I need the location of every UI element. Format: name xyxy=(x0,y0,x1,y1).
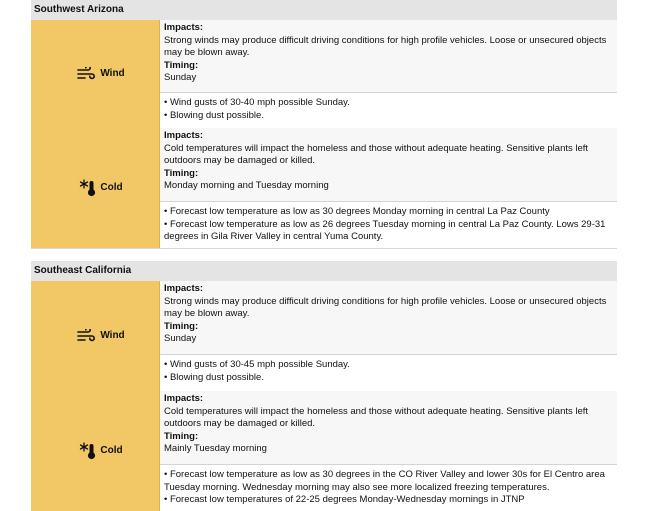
hazard-details xyxy=(160,20,617,128)
forecast-bullets xyxy=(160,465,617,510)
impacts-timing-block xyxy=(160,281,617,355)
bullet-item: • Forecast low temperature as low as 30 degrees in the CO River Valley and lower 30s for El Centro area Tuesday morning. Wednesday morning may also see more localized freezing temperatures. xyxy=(164,469,605,493)
hazard-details xyxy=(160,128,617,248)
forecast-bullets xyxy=(160,355,617,387)
hazard-label xyxy=(67,179,122,197)
impacts-label: Impacts: xyxy=(164,130,204,141)
impacts-timing-block xyxy=(160,391,617,465)
timing-label: Timing: xyxy=(164,320,199,332)
hazard-label xyxy=(65,67,124,81)
impacts-text: Cold temperatures will impact the homeless and those without adequate heating. Sensitive plants left outdoors may be damaged or killed. xyxy=(164,405,589,429)
impacts-label: Impacts: xyxy=(164,393,204,404)
bullet-item: • Forecast low temperature as low as 30 degrees Monday morning in central La Paz County xyxy=(164,206,550,217)
wind-icon xyxy=(77,67,97,81)
forecast-bullets xyxy=(160,93,617,125)
timing-label: Timing: xyxy=(164,59,199,71)
hazard-icon-cell xyxy=(31,128,160,248)
hazard-icon-cell xyxy=(31,20,160,128)
hazard-icon-cell xyxy=(31,281,160,391)
impacts-label: Impacts: xyxy=(164,283,204,294)
impacts-timing-block xyxy=(160,128,617,202)
bullet-item: • Wind gusts of 30-45 mph possible Sunday. xyxy=(164,359,350,370)
hazard-name: Wind xyxy=(100,67,125,79)
hazard-row-wind xyxy=(31,281,617,392)
impacts-text: Strong winds may produce difficult driving conditions for high profile vehicles. Loose or unsecured objects may be blown away. xyxy=(164,34,607,58)
bullet-item: • Wind gusts of 30-40 mph possible Sunday. xyxy=(164,97,350,108)
hazard-name: Cold xyxy=(100,181,123,193)
bullet-item: • Blowing dust possible. xyxy=(164,371,264,383)
timing-label: Timing: xyxy=(164,167,199,179)
hazard-name: Wind xyxy=(100,329,125,341)
hazard-label xyxy=(65,329,124,343)
bullet-item: • Blowing dust possible. xyxy=(164,109,264,121)
timing-text: Sunday xyxy=(164,72,197,83)
timing-label: Timing: xyxy=(164,430,199,442)
forecast-bullets xyxy=(160,202,617,247)
hazard-name: Cold xyxy=(100,444,123,456)
timing-text: Monday morning and Tuesday morning xyxy=(164,180,329,191)
hazard-row-cold xyxy=(31,128,617,249)
impacts-timing-block xyxy=(160,20,617,93)
section-title: Southeast California xyxy=(34,265,132,276)
cold-thermometer-icon xyxy=(79,179,97,197)
section-header-southwest-arizona xyxy=(31,0,617,20)
section-title: Southwest Arizona xyxy=(34,4,124,15)
hazard-details xyxy=(160,281,617,391)
hazard-icon-cell xyxy=(31,391,160,511)
timing-text: Mainly Tuesday morning xyxy=(164,443,267,454)
bullet-item: • Forecast low temperature as low as 26 degrees Tuesday morning in central La Paz County. Lows 29-31 degrees in Gila River Valley in central Yuma County. xyxy=(164,218,606,242)
section-header-southeast-california xyxy=(31,261,617,281)
cold-thermometer-icon xyxy=(79,442,97,460)
hazard-row-wind xyxy=(31,20,617,129)
wind-icon xyxy=(77,329,97,343)
timing-text: Sunday xyxy=(164,333,197,344)
hazard-details xyxy=(160,391,617,511)
hazard-row-cold xyxy=(31,391,617,511)
impacts-label: Impacts: xyxy=(164,22,204,33)
bullet-item: • Forecast low temperatures of 22-25 degrees Monday-Wednesday mornings in JTNP xyxy=(164,494,525,505)
impacts-text: Strong winds may produce difficult driving conditions for high profile vehicles. Loose or unsecured objects may be blown away. xyxy=(164,295,607,319)
impacts-text: Cold temperatures will impact the homeless and those without adequate heating. Sensitive plants left outdoors may be damaged or killed. xyxy=(164,142,589,166)
hazard-label xyxy=(67,442,122,460)
